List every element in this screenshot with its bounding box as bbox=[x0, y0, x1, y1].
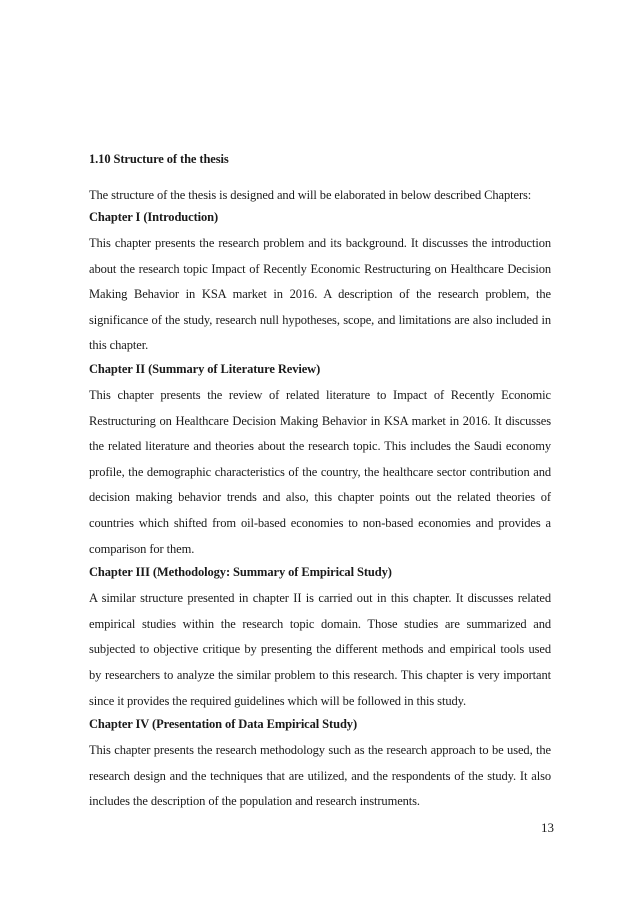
chapter-2 bbox=[89, 359, 551, 562]
chapter-heading: Chapter II (Summary of Literature Review) bbox=[89, 361, 321, 376]
chapter-1 bbox=[89, 207, 551, 359]
chapter-4 bbox=[89, 714, 551, 815]
chapter-body: A similar structure presented in chapter II is carried out in this chapter. It discusses related empirical studies within the research topic domain. Those studies are summarized and subjected to objective critique by presenting the different methods and empirical tools used by researchers to analyze the similar problem to this research. This chapter is very important since it provides the required guidelines which will be followed in this study. bbox=[89, 591, 551, 708]
chapter-body: This chapter presents the research problem and its background. It discusses the introduction about the research topic Impact of Recently Economic Restructuring on Healthcare Decision Making Behavior in KSA market in 2016. A description of the research problem, the significance of the study, research null hypotheses, scope, and limitations are also included in this chapter. bbox=[89, 236, 551, 353]
section-heading: 1.10 Structure of the thesis bbox=[89, 152, 229, 166]
chapter-heading: Chapter I (Introduction) bbox=[89, 210, 219, 224]
chapter-3 bbox=[89, 562, 551, 714]
intro-paragraph: The structure of the thesis is designed and will be elaborated in below described Chapters: bbox=[89, 188, 532, 202]
chapter-body: This chapter presents the research methodology such as the research approach to be used, the research design and the techniques that are utilized, and the respondents of the study. It also includes the description of the population and research instruments. bbox=[89, 743, 551, 809]
chapter-heading: Chapter III (Methodology: Summary of Empirical Study) bbox=[89, 565, 392, 580]
page-number: 13 bbox=[541, 820, 554, 835]
chapter-heading: Chapter IV (Presentation of Data Empirical Study) bbox=[89, 717, 358, 732]
page-content bbox=[89, 150, 551, 815]
chapter-body: This chapter presents the review of related literature to Impact of Recently Economic Restructuring on Healthcare Decision Making Behavior in KSA market in 2016. It discusses the related literature and theories about the research topic. This includes the Saudi economy profile, the demographic characteristics of the country, the healthcare sector contribution and decision making behavior trends and also, this chapter points out the related theories of countries which shifted from oil-based economies to non-based economies and provides a comparison for them. bbox=[89, 387, 551, 556]
